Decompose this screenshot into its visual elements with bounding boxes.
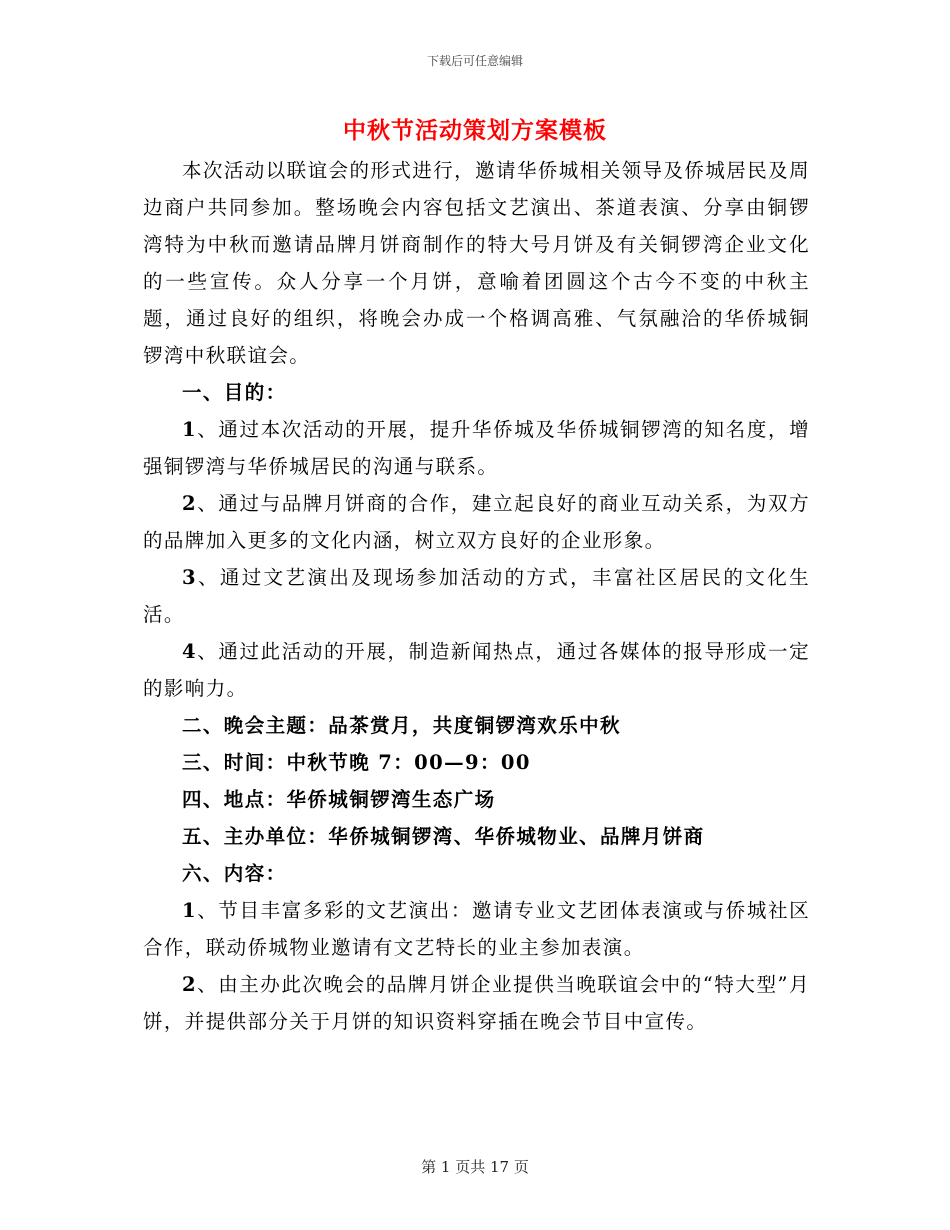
content-item-number: 2: [182, 973, 197, 996]
purpose-item-text: 、通过与品牌月饼商的合作，建立起良好的商业互动关系，为双方的品牌加入更多的文化内涵，树立双方良好的企业形象。: [143, 492, 810, 552]
document-body: [143, 152, 810, 1040]
section-heading-time: 三、时间：中秋节晚 7：00—9：00: [182, 751, 531, 774]
purpose-item-2: [143, 485, 810, 559]
content-item-text: 、节目丰富多彩的文艺演出：邀请专业文艺团体表演或与侨城社区合作，联动侨城物业邀请有文艺特长的业主参加表演。: [143, 899, 810, 959]
page-number: 第 1 页共 17 页: [421, 1158, 529, 1176]
section-heading-organizers: 五、主办单位：华侨城铜锣湾、华侨城物业、品牌月饼商: [182, 825, 705, 848]
content-item-2: [143, 966, 810, 1040]
purpose-item-text: 、通过本次活动的开展，提升华侨城及华侨城铜锣湾的知名度，增强铜锣湾与华侨城居民的沟通与联系。: [143, 418, 810, 478]
purpose-item-1: [143, 411, 810, 485]
section-heading-content: 六、内容：: [182, 862, 287, 885]
purpose-item-text: 、通过文艺演出及现场参加活动的方式，丰富社区居民的文化生活。: [143, 566, 810, 626]
purpose-item-number: 3: [182, 566, 197, 589]
content-item-number: 1: [182, 899, 197, 922]
intro-paragraph: 本次活动以联谊会的形式进行，邀请华侨城相关领导及侨城居民及周边商户共同参加。整场晚会内容包括文艺演出、茶道表演、分享由铜锣湾特为中秋而邀请品牌月饼商制作的特大号月饼及有关铜锣湾企业文化的一些宣传。众人分享一个月饼，意喻着团圆这个古今不变的中秋主题，通过良好的组织，将晚会办成一个格调高雅、气氛融洽的华侨城铜锣湾中秋联谊会。: [143, 159, 810, 367]
section-heading-location: 四、地点：华侨城铜锣湾生态广场: [182, 788, 496, 811]
content-item-text: 、由主办此次晚会的品牌月饼企业提供当晚联谊会中的“特大型”月饼，并提供部分关于月饼的知识资料穿插在晚会节目中宣传。: [143, 973, 810, 1033]
purpose-item-number: 1: [182, 418, 197, 441]
content-item-1: [143, 892, 810, 966]
purpose-item-4: [143, 633, 810, 707]
page-header-note: 下载后可任意编辑: [426, 54, 523, 68]
section-heading-theme: 二、晚会主题：品茶赏月，共度铜锣湾欢乐中秋: [182, 714, 621, 737]
purpose-item-number: 4: [182, 640, 197, 663]
purpose-item-number: 2: [182, 492, 197, 515]
section-heading-purpose: 一、目的：: [182, 381, 287, 404]
document-title: 中秋节活动策划方案模板: [343, 117, 607, 144]
purpose-item-text: 、通过此活动的开展，制造新闻热点，通过各媒体的报导形成一定的影响力。: [143, 640, 810, 700]
purpose-item-3: [143, 559, 810, 633]
